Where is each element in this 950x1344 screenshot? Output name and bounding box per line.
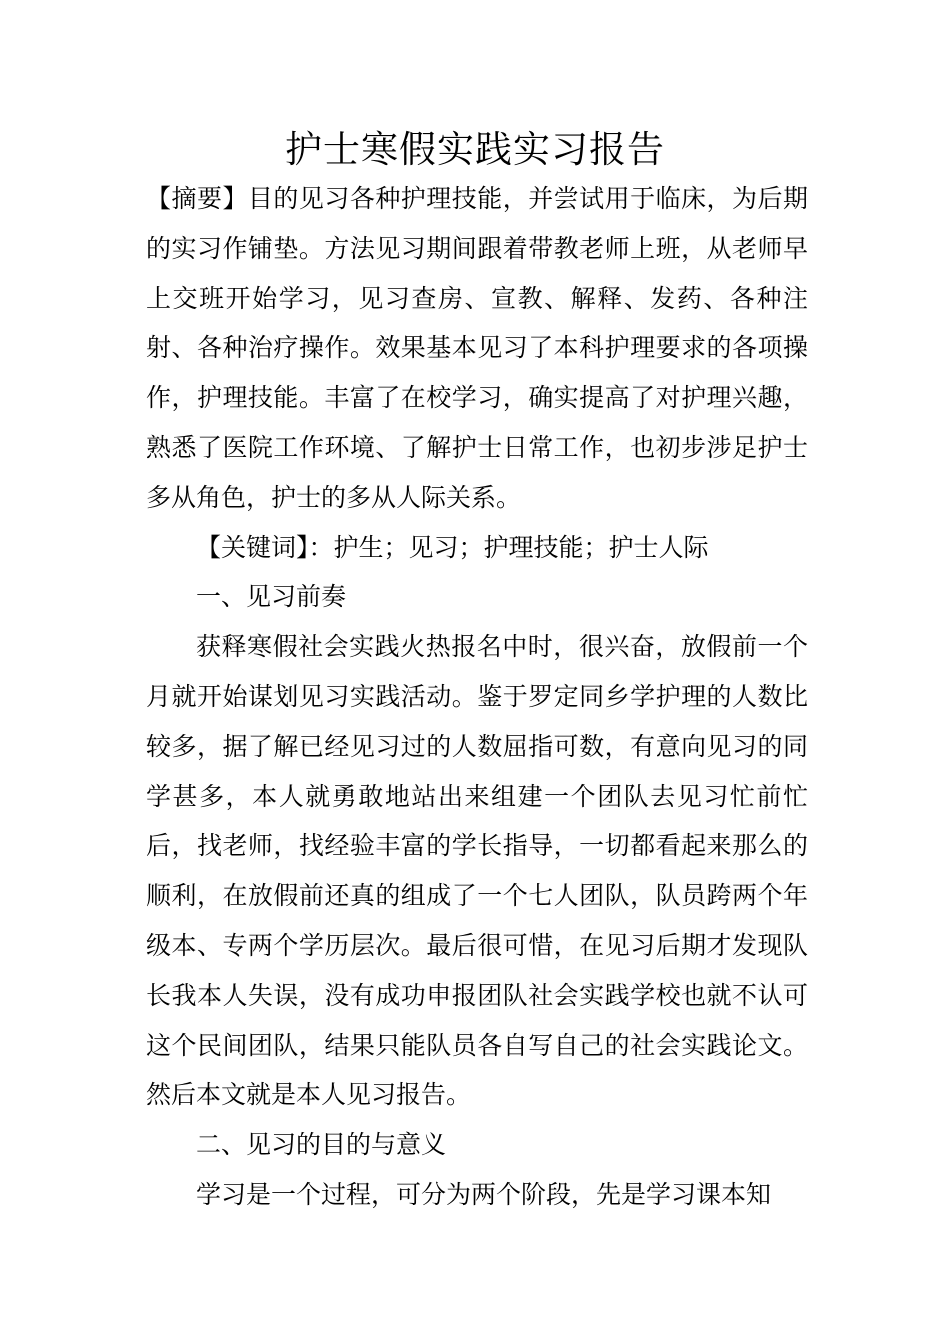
document-title: 护士寒假实践实习报告 bbox=[285, 128, 665, 171]
document-body bbox=[146, 174, 808, 1220]
section-heading-1: 一、见习前奏 bbox=[196, 582, 347, 612]
section-heading-2: 二、见习的目的与意义 bbox=[196, 1130, 447, 1160]
section-2-paragraph: 学习是一个过程，可分为两个阶段，先是学习课本知 bbox=[196, 1179, 772, 1209]
section-1-paragraph: 获释寒假社会实践火热报名中时，很兴奋，放假前一个月就开始谋划见习实践活动。鉴于罗定同乡学护理的人数比较多，据了解已经见习过的人数屈指可数，有意向见习的同学甚多，本人就勇敢地站出来组建一个团队去见习忙前忙后，找老师，找经验丰富的学长指导，一切都看起来那么的顺利，在放假前还真的组成了一个七人团队，队员跨两个年级本、专两个学历层次。最后很可惜，在见习后期才发现队长我本人失误，没有成功申报团队社会实践学校也就不认可这个民间团队，结果只能队员各自写自己的社会实践论文。然后本文就是本人见习报告。 bbox=[146, 632, 808, 1110]
keywords-paragraph: 【关键词】：护生；见习；护理技能；护士人际 bbox=[196, 532, 709, 562]
abstract-paragraph: 【摘要】目的见习各种护理技能，并尝试用于临床，为后期的实习作铺垫。方法见习期间跟着带教老师上班，从老师早上交班开始学习，见习查房、宣教、解释、发药、各种注射、各种治疗操作。效果基本见习了本科护理要求的各项操作，护理技能。丰富了在校学习，确实提高了对护理兴趣，熟悉了医院工作环境、了解护士日常工作，也初步涉足护士多从角色，护士的多从人际关系。 bbox=[146, 184, 808, 512]
